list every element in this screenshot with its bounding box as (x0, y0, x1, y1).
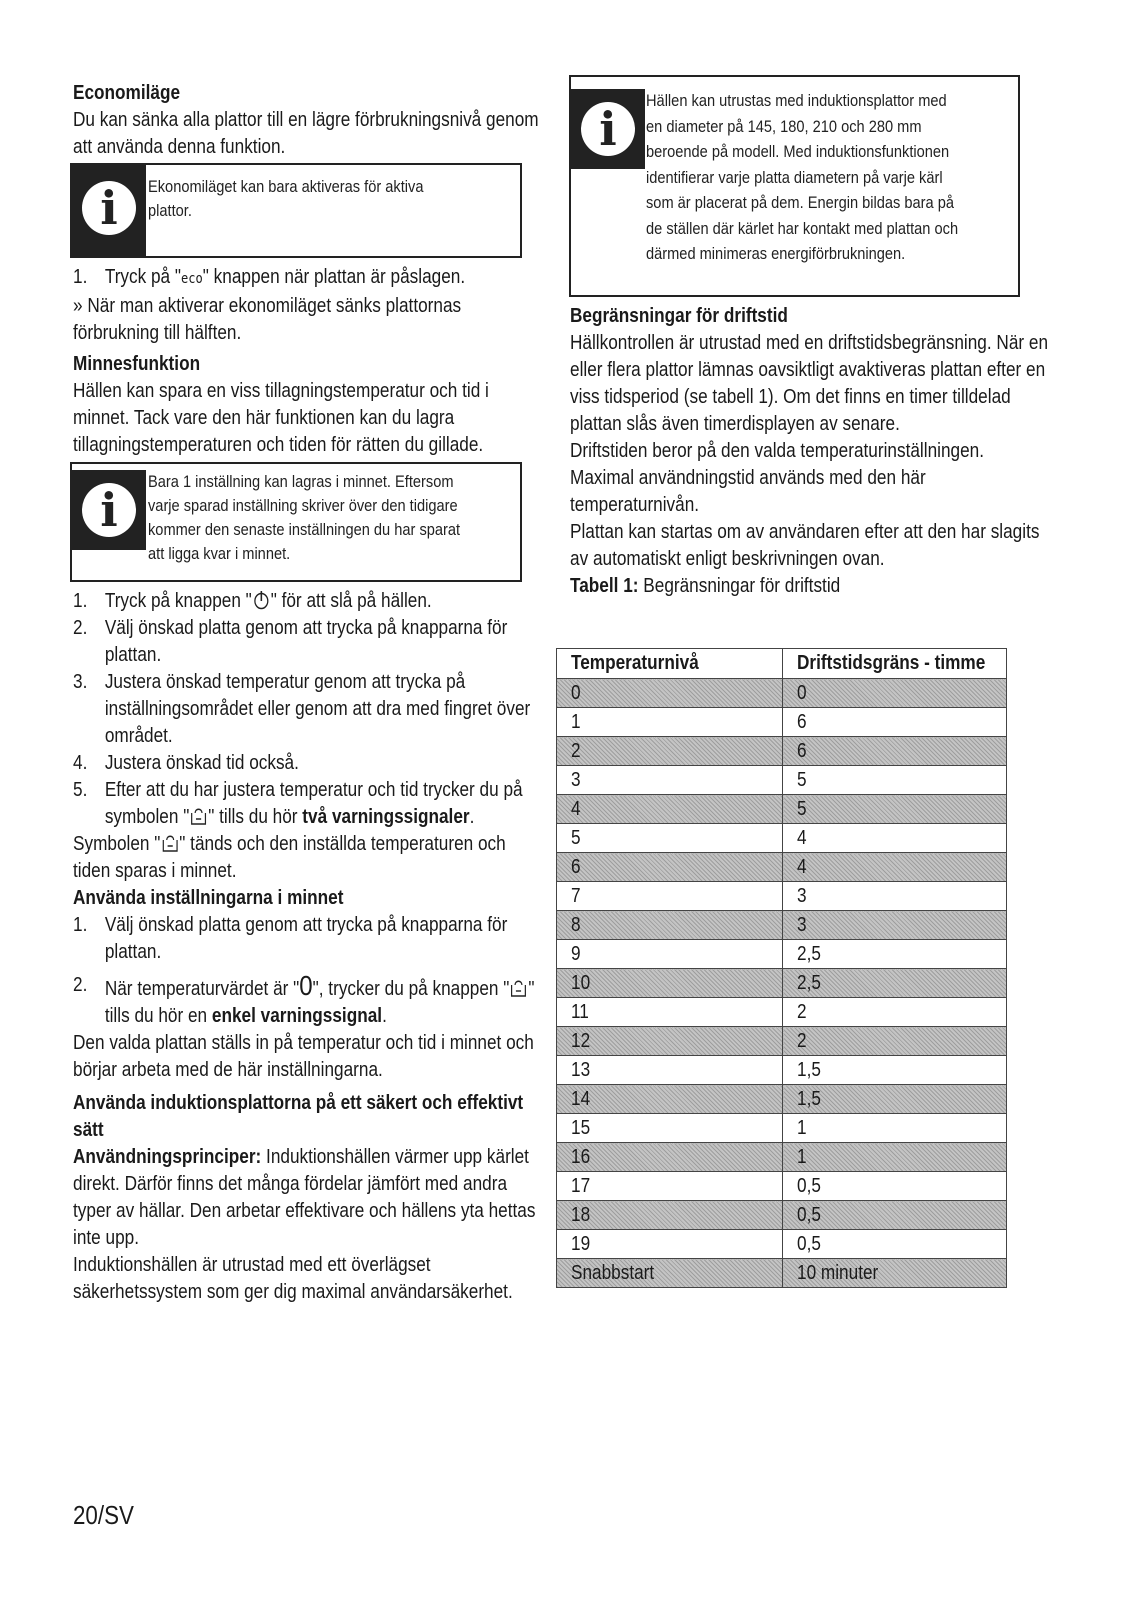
temperature-level-cell: 8 (557, 911, 783, 940)
temperature-level-cell: 1 (557, 708, 783, 737)
limits-p1: Hällkontrollen är utrustad med en driftstidsbegränsning. När en eller flera plattor lämnas oavsiktligt avaktiveras plattan efter en viss tidsperiod (se tabell 1). Om det finns en timer tilldelad plattan slås även timerdisplayen av senare. (570, 332, 1049, 435)
induction-info-text: Hällen kan utrustas med induktionsplattor med en diameter på 145, 180, 210 och 280 mm beroende på modell. Med induktionsfunktionen identifierar varje platta diametern på varje kärl som är placerat på dem. Energin bildas bara på de ställen där kärlet har kontakt med plattan och därmed minimeras energiförbrukningen. (646, 91, 959, 263)
time-limit-cell: 3 (783, 911, 1007, 940)
time-limit-cell: 5 (783, 766, 1007, 795)
limits-p2: Driftstiden beror på den valda temperaturinställningen. Maximal användningstid används med den här temperaturnivån. (570, 440, 984, 516)
time-limit-cell: 3 (783, 882, 1007, 911)
use-step-2: 2. När temperaturvärdet är "0", trycker du på knappen " " tills du hör en enkel varningssignal. (73, 970, 535, 1027)
temperature-level-cell: 17 (557, 1172, 783, 1201)
memory-step-4: 4. Justera önskad tid också. (73, 752, 299, 774)
memory-steps (73, 588, 543, 831)
eco-steps (73, 264, 543, 293)
use-memory-heading: Använda inställningarna i minnet (73, 887, 344, 909)
temperature-level-cell: 7 (557, 882, 783, 911)
info-icon: i (72, 470, 146, 550)
power-icon (252, 590, 271, 610)
use-memory-after: Den valda plattan ställs in på temperatur och tid i minnet och börjar arbeta med de här inställningarna. (73, 1032, 534, 1081)
table-row (557, 1172, 1007, 1201)
table-row (557, 1114, 1007, 1143)
time-limit-cell: 0,5 (783, 1230, 1007, 1259)
temperature-level-cell: 15 (557, 1114, 783, 1143)
table-row (557, 679, 1007, 708)
time-limit-cell: 4 (783, 853, 1007, 882)
safe-use-heading: Använda induktionsplattorna på ett säkert och effektivt sätt (73, 1092, 524, 1141)
temperature-level-cell: 16 (557, 1143, 783, 1172)
memory-symbol-icon (509, 978, 528, 998)
temperature-level-cell: 2 (557, 737, 783, 766)
table-row (557, 1259, 1007, 1288)
memory-symbol-icon (189, 806, 208, 826)
eco-result: » När man aktiverar ekonomiläget sänks plattornas förbrukning till hälften. (73, 295, 462, 344)
temperature-level-cell: Snabbstart (557, 1259, 783, 1288)
time-limit-cell: 6 (783, 737, 1007, 766)
memory-info-text: Bara 1 inställning kan lagras i minnet. Eftersom varje sparad inställning skriver över den tidigare kommer den senaste inställningen du har sparat att ligga kvar i minnet. (148, 472, 461, 563)
time-limit-cell: 4 (783, 824, 1007, 853)
table-row (557, 1056, 1007, 1085)
table-row (557, 940, 1007, 969)
table-row (557, 1230, 1007, 1259)
time-limit-cell: 10 minuter (783, 1259, 1007, 1288)
table-header-cell: Temperaturnivå (557, 649, 783, 679)
zero-value: 0 (299, 970, 313, 1001)
page-number: 20/SV (73, 1500, 134, 1530)
temperature-level-cell: 10 (557, 969, 783, 998)
time-limit-cell: 1 (783, 1143, 1007, 1172)
time-limit-cell: 0 (783, 679, 1007, 708)
memory-symbol-text: Symbolen " " tänds och den inställda temperaturen och tiden sparas i minnet. (73, 833, 506, 882)
memory-step-1: 1. Tryck på knappen " " för att slå på hällen. (73, 590, 432, 612)
induction-info-box (569, 75, 1020, 297)
info-icon: i (72, 165, 146, 256)
table-row (557, 969, 1007, 998)
temperature-level-cell: 5 (557, 824, 783, 853)
time-limit-cell: 1,5 (783, 1085, 1007, 1114)
table-row (557, 882, 1007, 911)
eco-info-text: Ekonomiläget kan bara aktiveras för aktiva plattor. (148, 177, 424, 220)
memory-symbol-icon (160, 833, 179, 853)
table-row (557, 1143, 1007, 1172)
info-icon: i (571, 89, 645, 169)
temperature-level-cell: 0 (557, 679, 783, 708)
table-row (557, 1085, 1007, 1114)
safety-text: Induktionshällen är utrustad med ett överlägset säkerhetssystem som ger dig maximal användarsäkerhet. (73, 1254, 513, 1303)
table-row (557, 911, 1007, 940)
principles-text: Användningsprinciper: Induktionshällen värmer upp kärlet direkt. Därför finns det många fördelar jämfört med andra typer av hällar. Den arbetar effektivare och hällens yta hettas inte upp. (73, 1146, 536, 1249)
use-memory-steps (73, 912, 543, 1030)
eco-heading: Economiläge (73, 82, 181, 104)
time-limit-cell: 2,5 (783, 969, 1007, 998)
operating-time-table (556, 648, 1007, 1288)
memory-info-box (70, 462, 522, 582)
time-limit-cell: 6 (783, 708, 1007, 737)
eco-symbol: eco (181, 271, 203, 287)
time-limit-cell: 1,5 (783, 1056, 1007, 1085)
right-column (570, 75, 1050, 600)
time-limit-cell: 2 (783, 998, 1007, 1027)
temperature-level-cell: 14 (557, 1085, 783, 1114)
temperature-level-cell: 11 (557, 998, 783, 1027)
time-limit-cell: 0,5 (783, 1172, 1007, 1201)
use-step-1: 1. Välj önskad platta genom att trycka på knapparna för plattan. (73, 914, 508, 963)
time-limit-cell: 5 (783, 795, 1007, 824)
memory-heading: Minnesfunktion (73, 353, 201, 375)
temperature-level-cell: 9 (557, 940, 783, 969)
left-column (73, 80, 543, 1306)
time-limit-cell: 2 (783, 1027, 1007, 1056)
memory-step-5: 5. Efter att du har justera temperatur och tid trycker du på symbolen " " tills du hör två varningssignaler. (73, 779, 523, 828)
table-row (557, 737, 1007, 766)
table-header-row (557, 649, 1007, 679)
time-limit-cell: 2,5 (783, 940, 1007, 969)
memory-step-3: 3. Justera önskad temperatur genom att trycka på inställningsområdet eller genom att dra med fingret över området. (73, 671, 531, 747)
limits-heading: Begränsningar för driftstid (570, 305, 788, 327)
memory-intro: Hällen kan spara en viss tillagningstemperatur och tid i minnet. Tack vare den här funktionen kan du lagra tillagningstemperaturen och tiden för rätten du gillade. (73, 380, 489, 456)
table-header-cell: Driftstidsgräns - timme (783, 649, 1007, 679)
temperature-level-cell: 3 (557, 766, 783, 795)
eco-step-1: 1. Tryck på "eco" knappen när plattan är påslagen. (73, 266, 466, 288)
table-row (557, 1027, 1007, 1056)
limits-p3: Plattan kan startas om av användaren efter att den har slagits av automatiskt enligt beskrivningen ovan. (570, 521, 1040, 570)
table-row (557, 998, 1007, 1027)
temperature-level-cell: 18 (557, 1201, 783, 1230)
temperature-level-cell: 19 (557, 1230, 783, 1259)
table-row (557, 824, 1007, 853)
table-row (557, 795, 1007, 824)
table-caption: Tabell 1: Begränsningar för driftstid (570, 575, 841, 597)
time-limit-cell: 0,5 (783, 1201, 1007, 1230)
temperature-level-cell: 4 (557, 795, 783, 824)
time-limit-cell: 1 (783, 1114, 1007, 1143)
table-row (557, 853, 1007, 882)
eco-info-box (70, 163, 522, 258)
temperature-level-cell: 6 (557, 853, 783, 882)
table-row (557, 766, 1007, 795)
table-body (557, 679, 1007, 1288)
table-row (557, 1201, 1007, 1230)
temperature-level-cell: 12 (557, 1027, 783, 1056)
eco-intro: Du kan sänka alla plattor till en lägre förbrukningsnivå genom att använda denna funktion. (73, 109, 539, 158)
table-row (557, 708, 1007, 737)
memory-step-2: 2. Välj önskad platta genom att trycka på knapparna för plattan. (73, 617, 508, 666)
temperature-level-cell: 13 (557, 1056, 783, 1085)
